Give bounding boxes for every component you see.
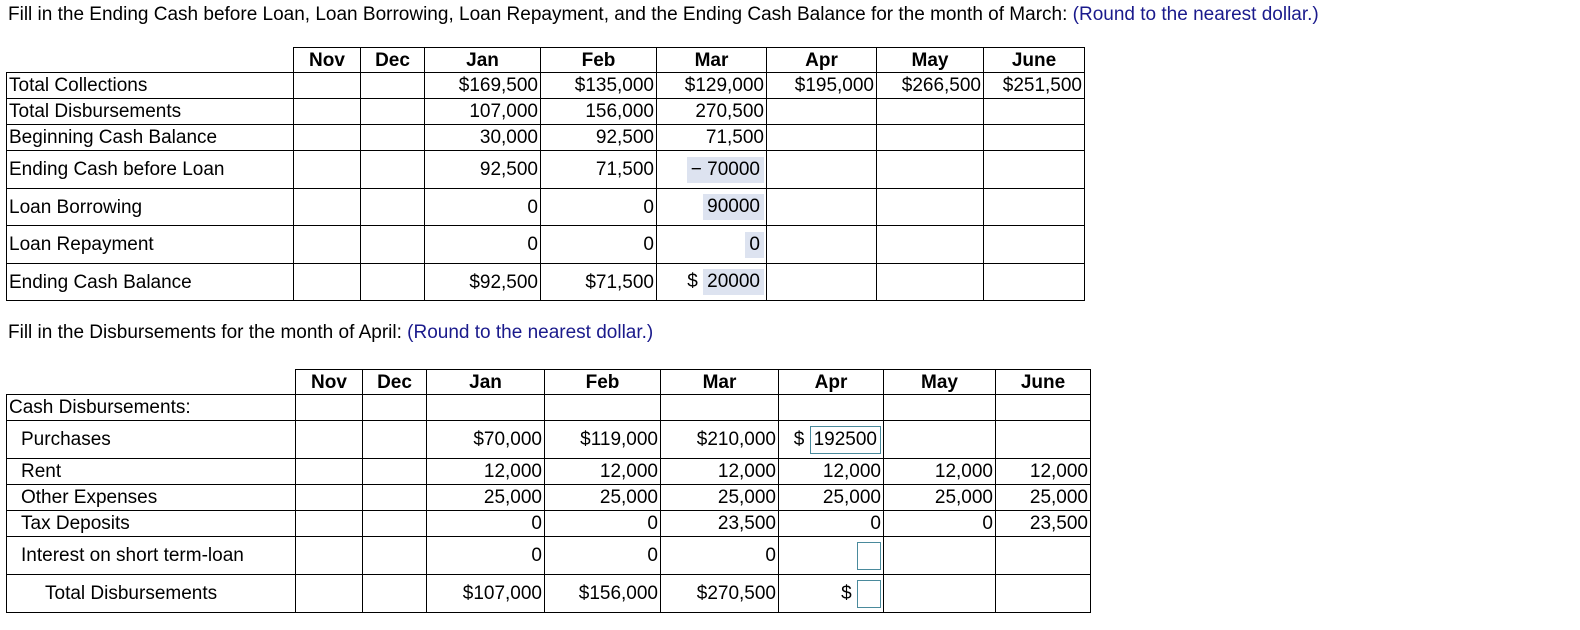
mar-ending-cash-before-loan-cell: [657, 151, 767, 189]
row-label-ending-cash-before-loan: Ending Cash before Loan: [7, 151, 294, 189]
instruction-2-text: Fill in the Disbursements for the month of April:: [8, 322, 402, 343]
table-row: Beginning Cash Balance 30,000 92,500 71,500: [7, 125, 1085, 151]
answer-input-purchases[interactable]: 192500: [810, 426, 881, 454]
col-header-apr: Apr: [779, 370, 884, 395]
table-row: Purchases $70,000 $119,000 $210,000 $ 192500: [7, 421, 1091, 459]
col-header-feb: Feb: [541, 48, 657, 73]
instruction-2-note: (Round to the nearest dollar.): [407, 322, 654, 343]
col-header-june: June: [984, 48, 1085, 73]
row-label-purchases: Purchases: [7, 421, 296, 459]
answer-field-loan-borrowing[interactable]: 90000: [703, 194, 764, 220]
table-header-row: [7, 48, 1085, 73]
table-row: Tax Deposits 0 0 23,500 0 0 23,500: [7, 511, 1091, 537]
col-header-mar: Mar: [661, 370, 779, 395]
apr-total-disbursements-cell: [779, 575, 884, 613]
col-header-dec: Dec: [363, 370, 427, 395]
table-row: Ending Cash Balance $92,500 $71,500 $ 20000: [7, 264, 1085, 301]
col-header-june: June: [996, 370, 1091, 395]
dollar-sign: $: [687, 271, 698, 292]
cash-balance-table: [6, 47, 1085, 301]
instruction-1-note: (Round to the nearest dollar.): [1072, 4, 1319, 25]
row-label-other-expenses: Other Expenses: [7, 485, 296, 511]
instruction-1: [8, 4, 1319, 26]
col-header-may: May: [877, 48, 984, 73]
table-row: Interest on short term-loan 0 0 0: [7, 537, 1091, 575]
apr-purchases-cell: [779, 421, 884, 459]
col-header-jan: Jan: [427, 370, 545, 395]
section-label-cash-disbursements: Cash Disbursements:: [7, 395, 296, 421]
answer-input-interest[interactable]: [857, 542, 881, 570]
answer-field-ending-cash-before-loan[interactable]: − 70000: [687, 157, 764, 183]
table-row: Loan Borrowing 0 0 90000: [7, 189, 1085, 226]
row-label-total-disbursements: Total Disbursements: [7, 99, 294, 125]
mar-ending-cash-balance-cell: [657, 264, 767, 301]
table-row: Loan Repayment 0 0 0: [7, 226, 1085, 264]
table-row: Rent 12,000 12,000 12,000 12,000 12,000 12,000: [7, 459, 1091, 485]
col-header-jan: Jan: [425, 48, 541, 73]
table-row: Other Expenses 25,000 25,000 25,000 25,000 25,000 25,000: [7, 485, 1091, 511]
col-header-feb: Feb: [545, 370, 661, 395]
row-label-loan-borrowing: Loan Borrowing: [7, 189, 294, 226]
col-header-mar: Mar: [657, 48, 767, 73]
row-label-loan-repayment: Loan Repayment: [7, 226, 294, 264]
row-label-tax-deposits: Tax Deposits: [7, 511, 296, 537]
row-label-total-collections: Total Collections: [7, 73, 294, 99]
table-row: Total Disbursements $107,000 $156,000 $270,500 $: [7, 575, 1091, 613]
answer-field-loan-repayment[interactable]: 0: [745, 232, 764, 258]
mar-loan-borrowing-cell: [657, 189, 767, 226]
instruction-2: [8, 322, 653, 344]
col-header-dec: Dec: [361, 48, 425, 73]
row-label-beginning-cash: Beginning Cash Balance: [7, 125, 294, 151]
table-row: Total Collections $169,500 $135,000 $129,000 $195,000 $266,500 $251,500: [7, 73, 1085, 99]
table-row: [7, 395, 1091, 421]
row-label-rent: Rent: [7, 459, 296, 485]
mar-loan-repayment-cell: [657, 226, 767, 264]
answer-input-total-disbursements[interactable]: [857, 580, 881, 608]
answer-field-ending-cash-balance[interactable]: 20000: [703, 269, 764, 295]
apr-interest-cell: [779, 537, 884, 575]
row-label-total-disbursements: Total Disbursements: [7, 575, 296, 613]
col-header-apr: Apr: [767, 48, 877, 73]
col-header-may: May: [884, 370, 996, 395]
instruction-1-text: Fill in the Ending Cash before Loan, Loan Borrowing, Loan Repayment, and the Ending Cash Balance for the month of March:: [8, 4, 1068, 25]
disbursements-table: [6, 369, 1091, 613]
table-header-row: [7, 370, 1091, 395]
dollar-sign: $: [841, 582, 852, 604]
table-row: Ending Cash before Loan 92,500 71,500 − 70000: [7, 151, 1085, 189]
row-label-interest-short-term-loan: Interest on short term-loan: [7, 537, 296, 575]
row-label-ending-cash-balance: Ending Cash Balance: [7, 264, 294, 301]
table-row: Total Disbursements 107,000 156,000 270,500: [7, 99, 1085, 125]
col-header-nov: Nov: [296, 370, 363, 395]
col-header-nov: Nov: [294, 48, 361, 73]
dollar-sign: $: [793, 428, 805, 450]
